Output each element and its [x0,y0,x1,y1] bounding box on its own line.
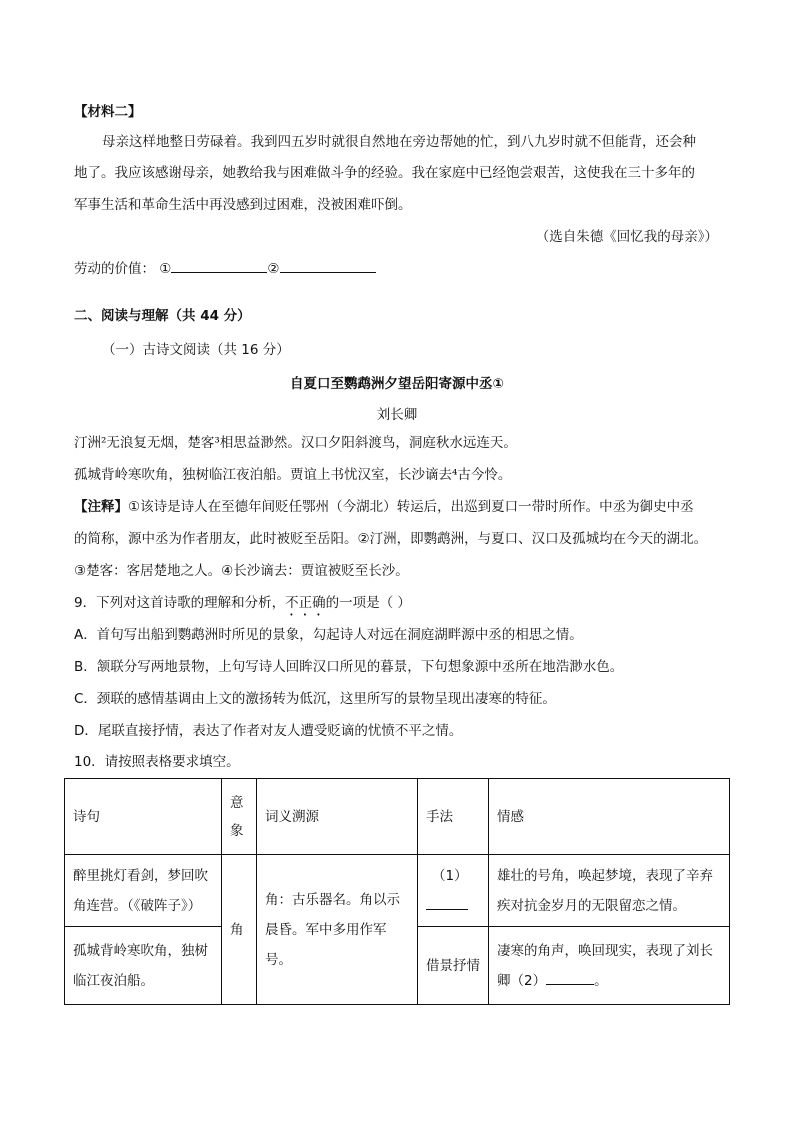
q9-option-a[interactable]: A．首句写出船到鹦鹉洲时所见的景象，勾起诗人对远在洞庭湖畔源中丞的相思之情。 [74,627,583,643]
q9-option-d[interactable]: D．尾联直接抒情，表达了作者对友人遭受贬谪的忧愤不平之情。 [74,723,463,739]
q9-option-b[interactable]: B．颔联分写两地景物，上句写诗人回眸汉口所见的暮景，下句想象源中丞所在地浩渺水色。 [74,659,624,675]
row2-emotion-end: 。 [594,972,608,989]
header-verse: 诗句 [65,779,222,855]
poem-line-2: 孤城背岭寒吹角，独树临江夜泊船。贾谊上书忧汉室，长沙谪去⁴古今怜。 [74,467,512,483]
row1-emotion-line-2: 疾对抗金岁月的无限留恋之情。 [497,897,686,914]
row1-verse-line-1: 醉里挑灯看剑，梦回吹 [73,867,208,884]
labor-value-item1-marker: ① [159,261,172,277]
header-origin: 词义溯源 [257,779,418,855]
material2-source: （选自朱德《回忆我的母亲》） [535,229,718,245]
row1-emotion-line-1: 雄壮的号角，唤起梦境，表现了辛弃 [497,867,713,884]
row1-emotion [489,855,730,927]
material2-heading: 【材料二】 [74,104,142,120]
q9-stem-before: 9．下列对这首诗歌的理解和分析， [74,595,286,611]
row2-emotion-line-1: 凄寒的角声，唤回现实，表现了刘长 [497,942,713,959]
material2-line-1: 母亲这样地整日劳碌着。我到四五岁时就很自然地在旁边帮她的忙，到八九岁时就不但能背，还会种 [102,134,696,150]
row2-verse-line-1: 孤城背岭寒吹角，独树 [73,942,208,959]
header-image [222,779,257,855]
header-image-char-2: 象 [230,822,244,839]
row2-verse-line-2: 临江夜泊船。 [73,972,154,989]
origin-cell [257,855,418,1005]
q9-option-c[interactable]: C．颈联的感情基调由上文的激扬转为低沉，这里所写的景物呈现出凄寒的特征。 [74,691,556,707]
section2-subtitle: （一）古诗文阅读（共 16 分） [102,342,290,358]
labor-value-label: 劳动的价值： [74,261,155,277]
row1-technique [418,855,489,927]
poem-line-1: 汀洲²无浪复无烟，楚客³相思益渺然。汉口夕阳斜渡鸟，洞庭秋水远连天。 [74,435,517,451]
row1-verse-line-2: 角连营。（《破阵子》） [73,897,202,914]
row2-technique: 借景抒情 [418,927,489,1005]
row1-technique-marker: （1） [432,867,468,884]
row2-emotion [489,927,730,1005]
row1-verse [65,855,222,927]
q10-stem: 10．请按照表格要求填空。 [74,754,240,770]
notes-line-2: 的简称，源中丞为作者朋友，此时被贬至岳阳。②汀洲，即鹦鹉洲，与夏口、汉口及孤城均在今天的湖北。 [74,531,708,547]
labor-value-answer-2[interactable] [280,258,376,273]
row2-emotion-prefix: 卿（2） [497,972,547,989]
origin-line-2: 晨昏。军中多用作军号。 [265,921,387,968]
header-technique: 手法 [418,779,489,855]
q9-stem-after: 的一项是（ ） [325,595,411,611]
notes-label: 【注释】 [74,499,128,515]
notes-line-1 [74,492,694,523]
material2-line-3: 军事生活和革命生活中再没感到过困难，没被困难吓倒。 [74,197,412,213]
labor-value-row [74,254,376,285]
row2-emotion-answer[interactable] [546,970,594,985]
origin-line-1: 角：古乐器名。角以示 [265,891,400,908]
material2-line-2: 地了。我应该感谢母亲，她教给我与困难做斗争的经验。我在家庭中已经饱尝艰苦，这使我在三十多年的 [74,165,695,181]
poem-author: 刘长卿 [376,407,418,423]
notes-text-1: ①该诗是诗人在至德年间贬任鄂州（今湖北）转运后，出巡到夏口一带时所作。中丞为御史中丞 [128,499,694,515]
poem-title: 自夏口至鹦鹉洲夕望岳阳寄源中丞① [290,376,504,392]
table-header-row [65,779,730,855]
labor-value-item2-marker: ② [267,261,280,277]
section2-title: 二、阅读与理解（共 44 分） [74,308,251,324]
row2-emotion-line-2 [497,966,721,996]
q10-table [64,778,730,1005]
image-cell: 角 [222,855,257,1005]
row2-verse [65,927,222,1005]
header-image-char-1: 意 [230,794,244,811]
row1-technique-answer[interactable] [426,891,480,921]
table-row [65,855,730,927]
notes-line-3: ③楚客：客居楚地之人。④长沙谪去：贾谊被贬至长沙。 [74,563,409,579]
q9-stem [74,588,411,619]
labor-value-answer-1[interactable] [171,258,267,273]
header-emotion: 情感 [489,779,730,855]
q9-stem-emphasis: 不正确 [285,595,326,611]
